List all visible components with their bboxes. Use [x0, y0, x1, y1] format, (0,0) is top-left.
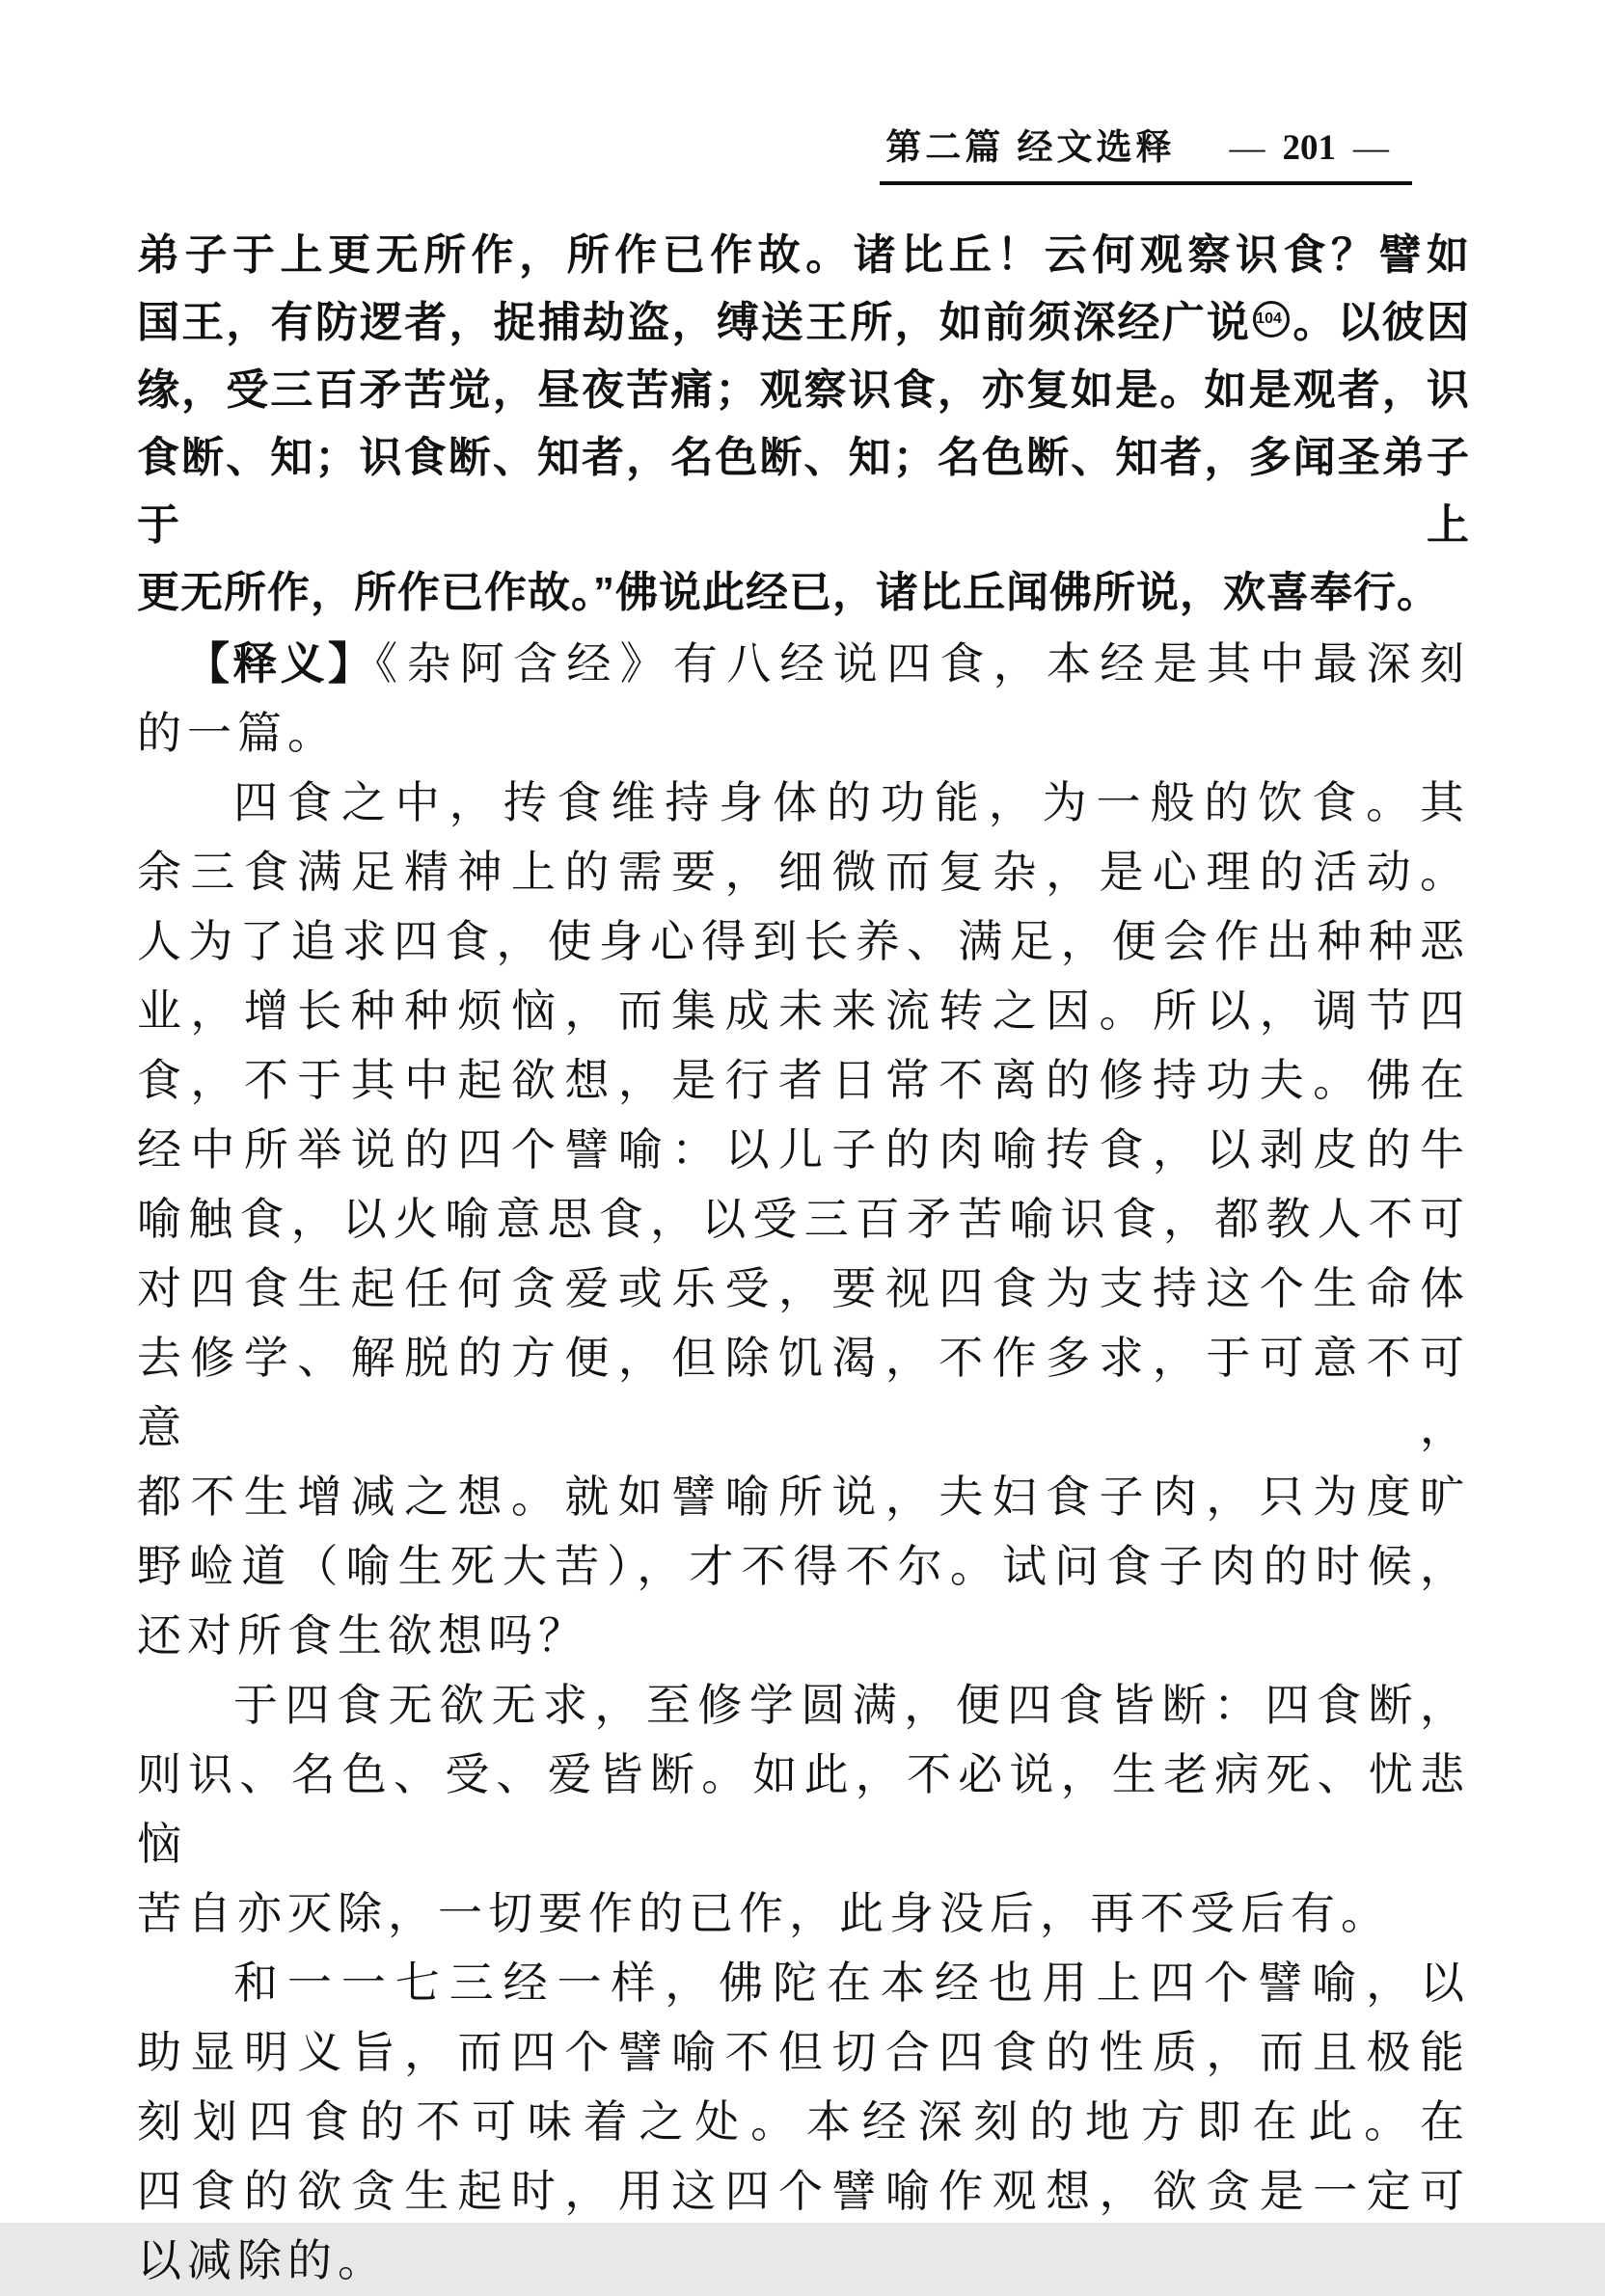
- commentary-p2-line-10: 都不生增减之想。就如譬喻所说，夫妇食子肉，只为度旷: [137, 1472, 1470, 1522]
- commentary-p4-line-3: 刻划四食的不可味着之处。本经深刻的地方即在此。在: [137, 2097, 1470, 2147]
- commentary-p2-line-2: 余三食满足精神上的需要，细微而复杂，是心理的活动。: [137, 848, 1470, 897]
- header-dash-right: —: [1353, 128, 1389, 168]
- commentary-p1-line-2: 的一篇。: [137, 709, 338, 758]
- sutra-quote-paragraph: [137, 222, 1470, 627]
- quote-line-2-tail: 。以彼因: [1292, 299, 1470, 346]
- commentary-p1-line-1-text: 《杂阿含经》有八经说四食，本经是其中最深刻: [375, 639, 1471, 689]
- commentary-p2-line-6: 经中所举说的四个譬喻：以儿子的肉喻抟食，以剥皮的牛: [137, 1125, 1470, 1175]
- commentary-p2-line-5: 食，不于其中起欲想，是行者日常不离的修持功夫。佛在: [137, 1056, 1470, 1105]
- commentary-p2-line-7: 喻触食，以火喻意思食，以受三百矛苦喻识食，都教人不可: [137, 1195, 1470, 1244]
- commentary-section: [137, 629, 1470, 2296]
- quote-line-2-text: 国王，有防逻者，捉捕劫盗，缚送王所，如前须深经广说: [137, 299, 1252, 346]
- quote-line-5: 更无所作，所作已作故。”佛说此经已，诸比丘闻佛所说，欢喜奉行。: [137, 569, 1440, 616]
- commentary-p4-line-2: 助显明义旨，而四个譬喻不但切合四食的性质，而且极能: [137, 2028, 1470, 2077]
- footnote-ref-circle: 104: [1253, 301, 1290, 338]
- quote-line-2: [137, 289, 1470, 357]
- commentary-p1-line-1: [137, 629, 1470, 699]
- commentary-p2-line-8: 对四食生起任何贪爱或乐受，要视四食为支持这个生命体: [137, 1264, 1470, 1313]
- commentary-p4-line-5: 以减除的。: [137, 2236, 388, 2285]
- commentary-paragraph-1: [137, 629, 1470, 769]
- commentary-p2-line-4: 业，增长种种烦恼，而集成未来流转之因。所以，调节四: [137, 986, 1470, 1036]
- commentary-p2-line-9: 去修学、解脱的方便，但除饥渴，不作多求，于可意不可意，: [137, 1334, 1470, 1452]
- header-section-title: 第二篇 经文选释: [885, 128, 1176, 168]
- commentary-label: 【释义】: [185, 638, 376, 689]
- header-page-indicator: [1212, 128, 1407, 168]
- text-column: [137, 222, 1470, 2296]
- commentary-p3-line-1: 于四食无欲无求，至修学圆满，便四食皆断：四食断，: [233, 1681, 1470, 1730]
- commentary-p3-line-2: 则识、名色、受、爱皆断。如此，不必说，生老病死、忧悲恼: [137, 1750, 1470, 1869]
- commentary-p4-line-4: 四食的欲贪生起时，用这四个譬喻作观想，欲贪是一定可: [137, 2167, 1470, 2216]
- commentary-p2-line-3: 人为了追求四食，使身心得到长养、满足，便会作出种种恶: [137, 917, 1470, 966]
- commentary-p3-line-3: 苦自亦灭除，一切要作的已作，此身没后，再不受后有。: [137, 1889, 1391, 1938]
- header-page-number: 201: [1282, 128, 1336, 168]
- quote-line-3: 缘，受三百矛苦觉，昼夜苦痛；观察识食，亦复如是。如是观者，识: [137, 366, 1470, 414]
- commentary-p2-line-1: 四食之中，抟食维持身体的功能，为一般的饮食。其: [233, 778, 1470, 827]
- commentary-p2-line-11: 野崄道（喻生死大苦），才不得不尔。试问食子肉的时候，: [137, 1542, 1470, 1591]
- commentary-paragraph-4: [137, 1949, 1470, 2296]
- page-header: [880, 118, 1412, 185]
- header-dash-left: —: [1229, 128, 1265, 168]
- commentary-p4-line-1: 和一一七三经一样，佛陀在本经也用上四个譬喻，以: [233, 1958, 1470, 2008]
- quote-line-1: 弟子于上更无所作，所作已作故。诸比丘！云何观察识食？譬如: [137, 231, 1470, 279]
- commentary-p2-line-12: 还对所食生欲想吗？: [137, 1611, 588, 1661]
- commentary-paragraph-3: [137, 1671, 1470, 1949]
- commentary-paragraph-2: [137, 769, 1470, 1671]
- quote-line-4: 食断、知；识食断、知者，名色断、知；名色断、知者，多闻圣弟子于上: [137, 434, 1470, 549]
